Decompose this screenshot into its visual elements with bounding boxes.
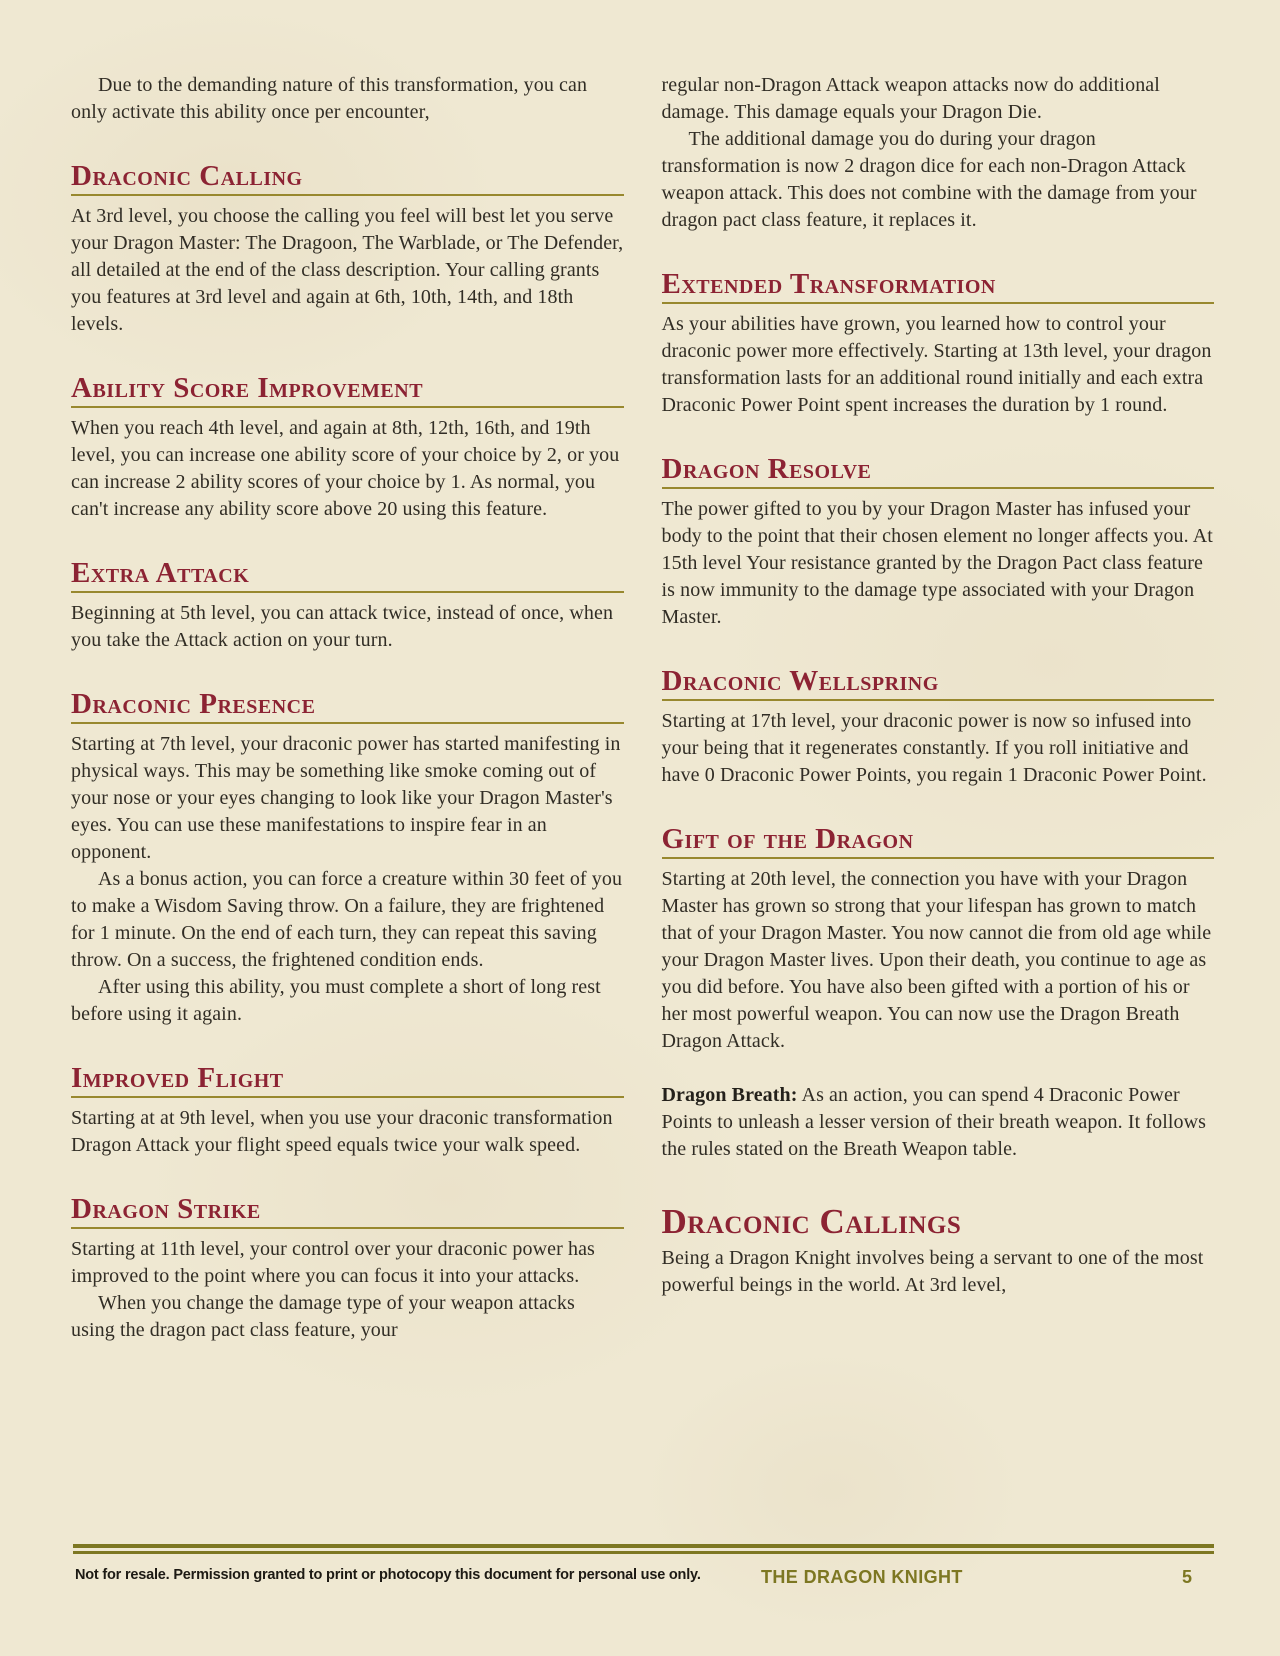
paragraph-lead-label: Dragon Breath: <box>661 1084 798 1106</box>
page-footer <box>73 1544 1214 1589</box>
body-paragraph: Being a Dragon Knight involves being a servant to one of the most powerful beings in the world. At 3rd level, <box>661 1247 1204 1296</box>
body-paragraph: At 3rd level, you choose the calling you feel will best let you serve your Dragon Master: The Dragoon, The Warblade, or The Defender, all detailed at the end of the class description. Your calling grants you features at 3rd level and again at 6th, 10th, 14th, and 18th levels. <box>71 205 624 335</box>
body-paragraph: After using this ability, you must complete a short of long rest before using it again. <box>71 976 601 1025</box>
page-number: 5 <box>1181 1567 1192 1587</box>
left-column <box>71 72 624 1344</box>
section-heading-extended-transformation: Extended Transformation <box>662 269 1215 304</box>
body-paragraph: Starting at 20th level, the connection you have with your Dragon Master has grown so strong that your lifespan has grown to match that of your Dragon Master. You now cannot die from old age while your Dragon Master lives. Upon their death, you continue to age as you did before. You have also been gifted with a portion of his or her most powerful weapon. You can now use the Dragon Breath Dragon Attack. <box>661 868 1212 1052</box>
section-heading-dragon-strike: Dragon Strike <box>71 1194 624 1229</box>
body-paragraph: When you change the damage type of your weapon attacks using the dragon pact class feature, your <box>71 1292 575 1341</box>
body-paragraph: When you reach 4th level, and again at 8th, 12th, 16th, and 19th level, you can increase one ability score of your choice by 2, or you can increase 2 ability scores of your choice by 1. As normal, you can't increase any ability score above 20 using this feature. <box>71 417 620 520</box>
footer-divider <box>73 1544 1214 1554</box>
body-paragraph: The additional damage you do during your dragon transformation is now 2 dragon dice for each non-Dragon Attack weapon attack. This does not combine with the damage from your dragon pact class feature, it replaces it. <box>661 128 1197 231</box>
body-paragraph: The power gifted to you by your Dragon Master has infused your body to the point that their chosen element no longer affects you. At 15th level Your resistance granted by the Dragon Pact class feature is now immunity to the damage type associated with your Dragon Master. <box>661 498 1213 628</box>
footer-legal-text: Not for resale. Permission granted to print or photocopy this document for personal use only. <box>75 1567 701 1583</box>
body-paragraph: Due to the demanding nature of this transformation, you can only activate this ability once per encounter, <box>71 74 588 123</box>
section-heading-extra-attack: Extra Attack <box>71 558 624 593</box>
body-paragraph: Starting at 7th level, your draconic power has started manifesting in physical ways. This may be something like smoke coming out of your nose or your eyes changing to look like your Dragon Master's eyes. You can use these manifestations to inspire fear in an opponent. <box>71 733 621 863</box>
body-paragraph: Starting at 11th level, your control over your draconic power has improved to the point where you can focus it into your attacks. <box>71 1238 595 1287</box>
section-heading-draconic-wellspring: Draconic Wellspring <box>662 666 1215 701</box>
section-heading-improved-flight: Improved Flight <box>71 1063 624 1098</box>
footer-document-title: THE DRAGON KNIGHT <box>761 1567 963 1587</box>
body-paragraph <box>662 1082 1215 1163</box>
section-heading-ability-score-improvement: Ability Score Improvement <box>71 373 624 408</box>
section-heading-draconic-calling: Draconic Calling <box>71 161 624 196</box>
body-paragraph: As your abilities have grown, you learned how to control your draconic power more effectively. Starting at 13th level, your dragon transformation lasts for an additional round initially and each extra Draconic Power Point spent increases the duration by 1 round. <box>661 313 1212 416</box>
body-paragraph: Starting at at 9th level, when you use your draconic transformation Dragon Attack your flight speed equals twice your walk speed. <box>71 1107 613 1156</box>
section-heading-draconic-callings: Draconic Callings <box>661 1202 962 1241</box>
body-paragraph: regular non-Dragon Attack weapon attacks now do additional damage. This damage equals your Dragon Die. <box>661 74 1160 123</box>
section-heading-dragon-resolve: Dragon Resolve <box>662 454 1215 489</box>
right-column <box>662 72 1215 1344</box>
footer-row <box>73 1567 1214 1589</box>
paragraph-text: As an action, you can spend 4 Draconic Power Points to unleash a lesser version of their breath weapon. It follows the rules stated on the Breath Weapon table. <box>661 1084 1207 1160</box>
body-paragraph: As a bonus action, you can force a creature within 30 feet of you to make a Wisdom Saving throw. On a failure, they are frightened for 1 minute. On the end of each turn, they can repeat this saving throw. On a success, the frightened condition ends. <box>71 868 623 971</box>
section-heading-gift-of-the-dragon: Gift of the Dragon <box>662 824 1215 859</box>
body-paragraph: Starting at 17th level, your draconic power is now so infused into your being that it regenerates constantly. If you roll initiative and have 0 Draconic Power Points, you regain 1 Draconic Power Point. <box>661 710 1207 786</box>
body-paragraph: Beginning at 5th level, you can attack twice, instead of once, when you take the Attack action on your turn. <box>71 602 614 651</box>
section-heading-draconic-presence: Draconic Presence <box>71 689 624 724</box>
